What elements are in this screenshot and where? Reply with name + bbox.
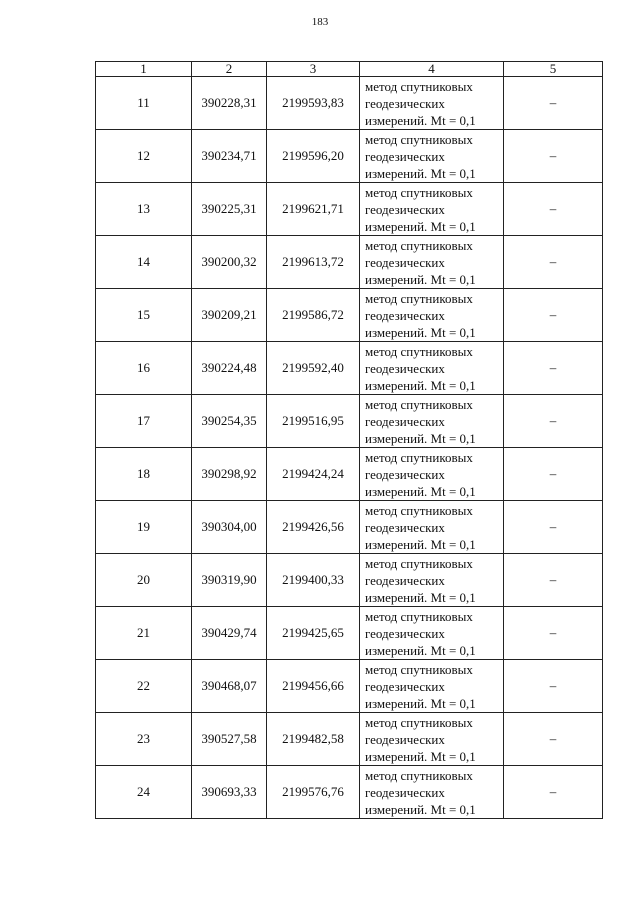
table-row <box>96 395 603 448</box>
method-text-line: метод спутниковых <box>365 131 473 147</box>
table-row <box>96 77 603 130</box>
note-cell: – <box>504 130 603 183</box>
method-text-line: метод спутниковых <box>365 396 473 412</box>
method-text-line: измерений. Mt = 0,1 <box>365 695 476 711</box>
method-text-line: измерений. Mt = 0,1 <box>365 536 476 552</box>
header-cell-4: 4 <box>360 62 504 77</box>
x-coordinate-cell: 390254,35 <box>192 395 267 448</box>
point-number-cell: 12 <box>96 130 192 183</box>
method-text-line: геодезических <box>365 572 445 588</box>
method-text-line: измерений. Mt = 0,1 <box>365 748 476 764</box>
method-cell <box>360 342 504 395</box>
header-cell-1: 1 <box>96 62 192 77</box>
x-coordinate-cell: 390527,58 <box>192 713 267 766</box>
note-cell: – <box>504 660 603 713</box>
method-text-line: геодезических <box>365 148 445 164</box>
method-cell <box>360 554 504 607</box>
method-text-line: метод спутниковых <box>365 661 473 677</box>
table-row <box>96 660 603 713</box>
note-cell: – <box>504 501 603 554</box>
x-coordinate-cell: 390468,07 <box>192 660 267 713</box>
method-cell <box>360 77 504 130</box>
method-text-line: геодезических <box>365 784 445 800</box>
note-cell: – <box>504 766 603 819</box>
method-text-line: метод спутниковых <box>365 343 473 359</box>
y-coordinate-cell: 2199516,95 <box>267 395 360 448</box>
x-coordinate-cell: 390429,74 <box>192 607 267 660</box>
note-cell: – <box>504 77 603 130</box>
note-cell: – <box>504 554 603 607</box>
point-number-cell: 18 <box>96 448 192 501</box>
x-coordinate-cell: 390319,90 <box>192 554 267 607</box>
header-cell-2: 2 <box>192 62 267 77</box>
method-text-line: геодезических <box>365 519 445 535</box>
x-coordinate-cell: 390225,31 <box>192 183 267 236</box>
method-text-line: измерений. Mt = 0,1 <box>365 165 476 181</box>
method-cell <box>360 236 504 289</box>
method-cell <box>360 448 504 501</box>
method-text-line: метод спутниковых <box>365 555 473 571</box>
note-cell: – <box>504 607 603 660</box>
table-row <box>96 713 603 766</box>
x-coordinate-cell: 390693,33 <box>192 766 267 819</box>
x-coordinate-cell: 390209,21 <box>192 289 267 342</box>
method-cell <box>360 501 504 554</box>
note-cell: – <box>504 342 603 395</box>
header-cell-3: 3 <box>267 62 360 77</box>
table-row <box>96 607 603 660</box>
y-coordinate-cell: 2199621,71 <box>267 183 360 236</box>
y-coordinate-cell: 2199613,72 <box>267 236 360 289</box>
method-text-line: измерений. Mt = 0,1 <box>365 642 476 658</box>
note-cell: – <box>504 236 603 289</box>
table-row <box>96 342 603 395</box>
note-cell: – <box>504 395 603 448</box>
method-text-line: геодезических <box>365 95 445 111</box>
table-row <box>96 289 603 342</box>
method-cell <box>360 183 504 236</box>
y-coordinate-cell: 2199482,58 <box>267 713 360 766</box>
method-cell <box>360 395 504 448</box>
method-text-line: метод спутниковых <box>365 184 473 200</box>
method-text-line: метод спутниковых <box>365 449 473 465</box>
method-text-line: метод спутниковых <box>365 714 473 730</box>
header-row <box>96 62 603 77</box>
y-coordinate-cell: 2199576,76 <box>267 766 360 819</box>
point-number-cell: 24 <box>96 766 192 819</box>
method-cell <box>360 713 504 766</box>
y-coordinate-cell: 2199586,72 <box>267 289 360 342</box>
method-cell <box>360 766 504 819</box>
table-body <box>96 77 603 819</box>
point-number-cell: 14 <box>96 236 192 289</box>
method-text-line: геодезических <box>365 466 445 482</box>
x-coordinate-cell: 390224,48 <box>192 342 267 395</box>
y-coordinate-cell: 2199425,65 <box>267 607 360 660</box>
y-coordinate-cell: 2199426,56 <box>267 501 360 554</box>
table-row <box>96 130 603 183</box>
method-text-line: измерений. Mt = 0,1 <box>365 483 476 499</box>
point-number-cell: 15 <box>96 289 192 342</box>
y-coordinate-cell: 2199596,20 <box>267 130 360 183</box>
method-text-line: метод спутниковых <box>365 502 473 518</box>
point-number-cell: 22 <box>96 660 192 713</box>
point-number-cell: 23 <box>96 713 192 766</box>
point-number-cell: 11 <box>96 77 192 130</box>
method-text-line: измерений. Mt = 0,1 <box>365 218 476 234</box>
table-row <box>96 501 603 554</box>
x-coordinate-cell: 390200,32 <box>192 236 267 289</box>
method-text-line: измерений. Mt = 0,1 <box>365 589 476 605</box>
method-text-line: геодезических <box>365 625 445 641</box>
point-number-cell: 17 <box>96 395 192 448</box>
method-text-line: измерений. Mt = 0,1 <box>365 801 476 817</box>
table-row <box>96 448 603 501</box>
method-text-line: метод спутниковых <box>365 237 473 253</box>
method-text-line: геодезических <box>365 201 445 217</box>
method-text-line: геодезических <box>365 413 445 429</box>
method-text-line: измерений. Mt = 0,1 <box>365 377 476 393</box>
method-cell <box>360 289 504 342</box>
table-row <box>96 766 603 819</box>
page-number: 183 <box>311 16 329 28</box>
y-coordinate-cell: 2199424,24 <box>267 448 360 501</box>
method-text-line: измерений. Mt = 0,1 <box>365 430 476 446</box>
table-row <box>96 183 603 236</box>
y-coordinate-cell: 2199592,40 <box>267 342 360 395</box>
method-text-line: метод спутниковых <box>365 767 473 783</box>
point-number-cell: 13 <box>96 183 192 236</box>
y-coordinate-cell: 2199400,33 <box>267 554 360 607</box>
point-number-cell: 21 <box>96 607 192 660</box>
note-cell: – <box>504 448 603 501</box>
method-text-line: геодезических <box>365 360 445 376</box>
method-text-line: метод спутниковых <box>365 78 473 94</box>
x-coordinate-cell: 390228,31 <box>192 77 267 130</box>
point-number-cell: 20 <box>96 554 192 607</box>
coordinates-table <box>95 61 603 819</box>
note-cell: – <box>504 289 603 342</box>
x-coordinate-cell: 390304,00 <box>192 501 267 554</box>
method-cell <box>360 130 504 183</box>
y-coordinate-cell: 2199456,66 <box>267 660 360 713</box>
method-text-line: измерений. Mt = 0,1 <box>365 271 476 287</box>
method-text-line: геодезических <box>365 254 445 270</box>
x-coordinate-cell: 390234,71 <box>192 130 267 183</box>
x-coordinate-cell: 390298,92 <box>192 448 267 501</box>
point-number-cell: 16 <box>96 342 192 395</box>
table-row <box>96 236 603 289</box>
note-cell: – <box>504 713 603 766</box>
note-cell: – <box>504 183 603 236</box>
header-cell-5: 5 <box>504 62 603 77</box>
method-text-line: метод спутниковых <box>365 608 473 624</box>
method-cell <box>360 660 504 713</box>
point-number-cell: 19 <box>96 501 192 554</box>
method-cell <box>360 607 504 660</box>
method-text-line: геодезических <box>365 307 445 323</box>
method-text-line: измерений. Mt = 0,1 <box>365 324 476 340</box>
method-text-line: геодезических <box>365 678 445 694</box>
method-text-line: измерений. Mt = 0,1 <box>365 112 476 128</box>
y-coordinate-cell: 2199593,83 <box>267 77 360 130</box>
method-text-line: геодезических <box>365 731 445 747</box>
method-text-line: метод спутниковых <box>365 290 473 306</box>
table-row <box>96 554 603 607</box>
